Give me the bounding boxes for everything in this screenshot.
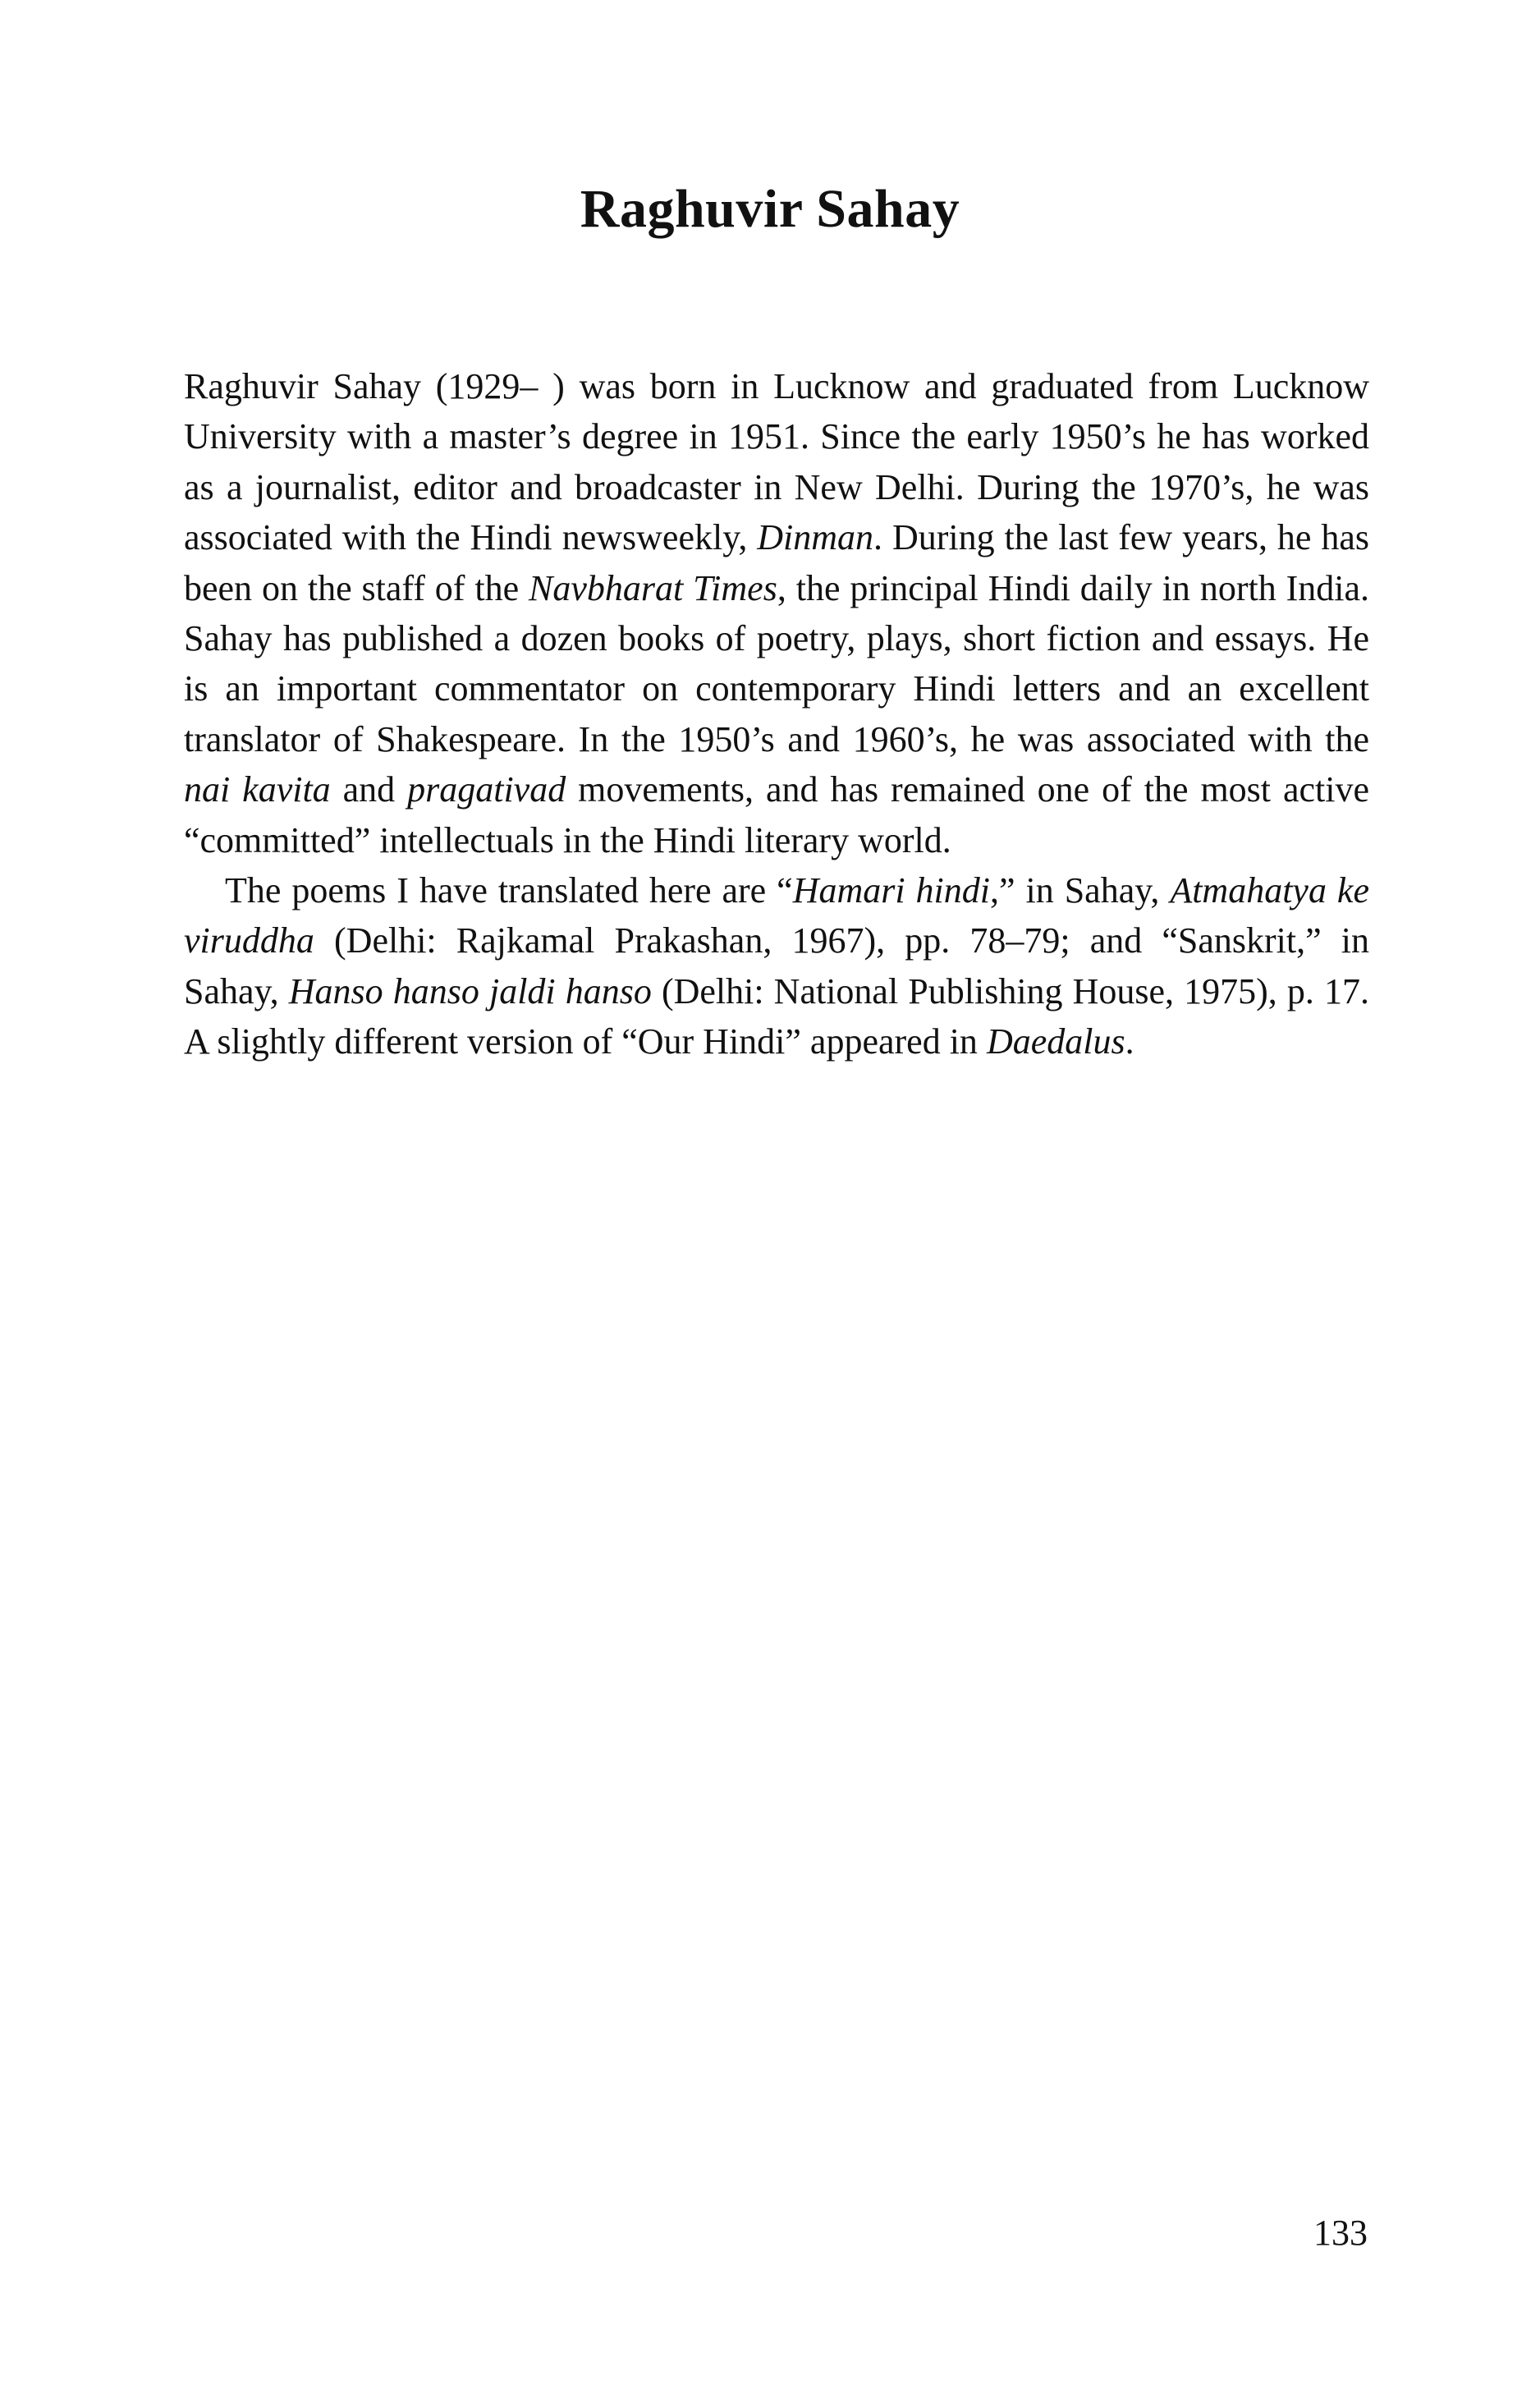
paragraph-biography — [184, 361, 1369, 865]
paragraph-sources — [184, 865, 1369, 1067]
text-run: (Delhi: National Publishing House, 1975), p. 17. A slightly different version of “Our Hindi” appeared in — [184, 970, 1369, 1062]
page-title: Raghuvir Sahay — [580, 179, 960, 239]
text-run: movements, and has remained one of the most active “committed” intellectuals in the Hindi literary world. — [184, 769, 1369, 860]
italic-term-pragativad: pragativad — [407, 769, 566, 810]
italic-title-daedalus: Daedalus — [986, 1021, 1125, 1062]
italic-title-hamari-hindi: Hamari hindi — [792, 870, 991, 911]
text-run: Raghuvir Sahay (1929– ) was born in Lucknow and graduated from Lucknow University with a master’s degree in 1951. Since the early 1950’s he has worked as a journalist, editor and broadcaster in New Delhi. During the 1970’s, he was associated with the Hindi newsweekly, — [184, 366, 1369, 558]
text-run: . During the last few years, he has been on the staff of the — [184, 517, 1369, 608]
text-run: and — [330, 769, 408, 810]
italic-title-atmahatya: Atmahatya ke viruddha — [184, 870, 1369, 961]
text-run: The poems I have translated here are “ — [225, 870, 793, 911]
italic-title-hanso: Hanso hanso jaldi hanso — [288, 970, 652, 1011]
italic-title-navbharat-times: Navbharat Times — [529, 567, 777, 608]
text-run: (Delhi: Rajkamal Prakashan, 1967), pp. 78–79; and “Sanskrit,” in Sahay, — [184, 920, 1369, 1011]
italic-title-dinman: Dinman — [757, 517, 874, 558]
text-run: , the principal Hindi daily in north India. Sahay has published a dozen books of poetry, plays, short fiction and essays. He is an important commentator on contemporary Hindi letters and an excellent translator of Shakespeare. In the 1950’s and 1960’s, he was associated with the — [184, 567, 1369, 759]
italic-term-nai-kavita: nai kavita — [184, 769, 331, 810]
text-run: . — [1125, 1021, 1134, 1062]
text-run: ,” in Sahay, — [990, 870, 1171, 911]
page-number: 133 — [1313, 2213, 1368, 2253]
body-text — [184, 361, 1369, 1067]
